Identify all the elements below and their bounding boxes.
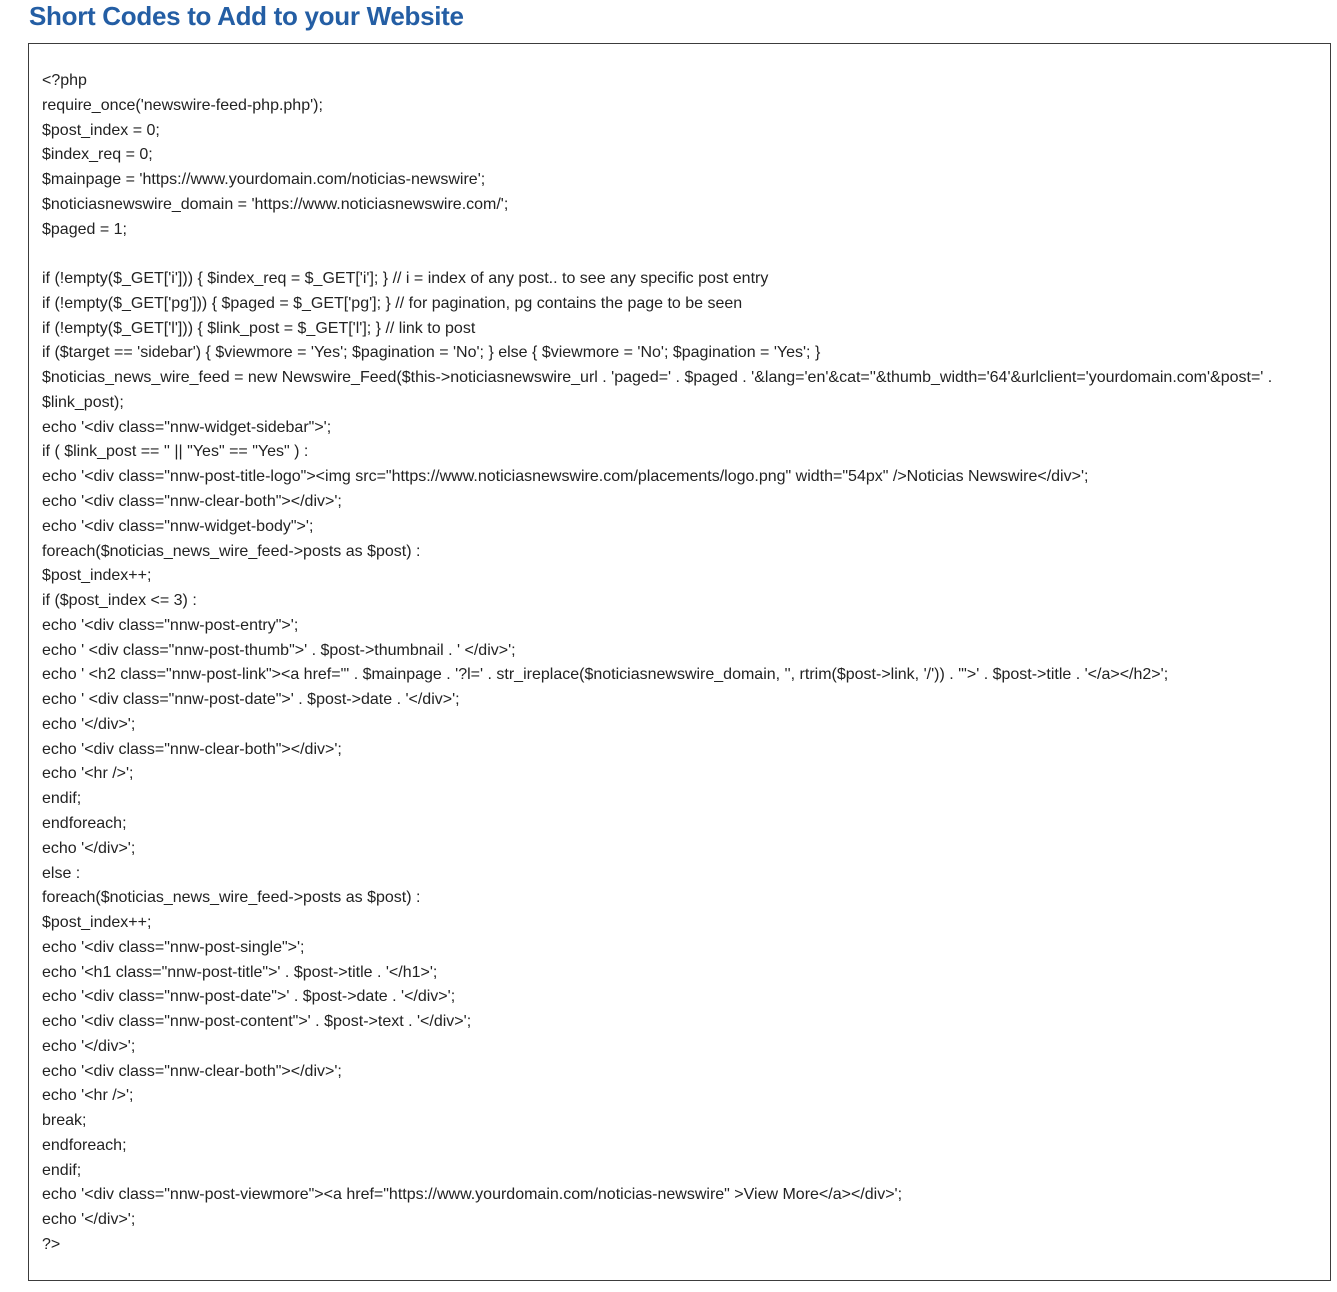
code-line: if ( $link_post == '' || "Yes" == "Yes" ) : — [42, 443, 309, 461]
code-line: echo '<div class="nnw-widget-body">'; — [42, 517, 314, 535]
page-title: Short Codes to Add to your Website — [29, 1, 464, 31]
code-line: echo ' <div class="nnw-post-date">' . $post->date . '</div>'; — [42, 691, 460, 709]
code-line: echo '<h1 class="nnw-post-title">' . $post->title . '</h1>'; — [42, 963, 438, 981]
code-line: $noticias_news_wire_feed = new Newswire_Feed($this->noticiasnewswire_url . 'paged=' . $paged . '&lang='en'&cat=''&thumb_width='64'&urlclient='yourdomain.com'&post=' . — [42, 369, 1273, 387]
code-line: $mainpage = 'https://www.yourdomain.com/noticias-newswire'; — [42, 171, 486, 189]
code-line: endforeach; — [42, 814, 127, 832]
code-line: break; — [42, 1112, 87, 1130]
code-line: echo '<div class="nnw-widget-sidebar">'; — [42, 418, 332, 436]
code-line: echo '</div>'; — [42, 1211, 136, 1229]
code-line: $post_index = 0; — [42, 121, 160, 139]
code-line: echo ' <div class="nnw-post-thumb">' . $post->thumbnail . ' </div>'; — [42, 641, 516, 659]
code-line: if (!empty($_GET['pg'])) { $paged = $_GET['pg']; } // for pagination, pg contains the page to be seen — [42, 294, 743, 312]
code-line: endif; — [42, 790, 82, 808]
code-line: foreach($noticias_news_wire_feed->posts as $post) : — [42, 542, 421, 560]
code-line: else : — [42, 864, 81, 882]
code-line: echo ' <h2 class="nnw-post-link"><a href="' . $mainpage . '?l=' . str_ireplace($noticiasnewswire_domain, '', rtrim($post->link, '/')) . '">' . $post->title . '</a></h2>'; — [42, 666, 1169, 684]
code-line: echo '<div class="nnw-clear-both"></div>'; — [42, 740, 342, 758]
code-line: require_once('newswire-feed-php.php'); — [42, 96, 323, 114]
code-line: foreach($noticias_news_wire_feed->posts as $post) : — [42, 889, 421, 907]
code-line: $index_req = 0; — [42, 146, 153, 164]
code-line: echo '<div class="nnw-clear-both"></div>'; — [42, 493, 342, 511]
code-line: echo '<div class="nnw-post-date">' . $post->date . '</div>'; — [42, 988, 456, 1006]
code-line: echo '<div class="nnw-post-viewmore"><a href="https://www.yourdomain.com/noticias-newswire" >View More</a></div>'; — [42, 1186, 903, 1204]
code-line: echo '<hr />'; — [42, 1087, 134, 1105]
code-line: echo '</div>'; — [42, 715, 136, 733]
code-line: $post_index++; — [42, 914, 152, 932]
code-line: echo '</div>'; — [42, 839, 136, 857]
code-line: echo '<div class="nnw-clear-both"></div>'; — [42, 1062, 342, 1080]
code-line: endif; — [42, 1161, 82, 1179]
code-lines — [42, 69, 1320, 1258]
code-line: $link_post); — [42, 393, 124, 411]
code-line: echo '<hr />'; — [42, 765, 134, 783]
code-line: if ($target == 'sidebar') { $viewmore = 'Yes'; $pagination = 'No'; } else { $viewmore = 'No'; $pagination = 'Yes'; } — [42, 344, 821, 362]
code-line: $paged = 1; — [42, 220, 127, 238]
code-line: echo '</div>'; — [42, 1037, 136, 1055]
code-line: echo '<div class="nnw-post-content">' . $post->text . '</div>'; — [42, 1013, 472, 1031]
code-line: if (!empty($_GET['i'])) { $index_req = $_GET['i']; } // i = index of any post.. to see any specific post entry — [42, 270, 769, 288]
code-line: echo '<div class="nnw-post-single">'; — [42, 938, 305, 956]
code-line: echo '<div class="nnw-post-entry">'; — [42, 616, 299, 634]
code-line: endforeach; — [42, 1136, 127, 1154]
code-line: <?php — [42, 72, 87, 89]
code-line: $post_index++; — [42, 567, 152, 585]
code-line: echo '<div class="nnw-post-title-logo"><img src="https://www.noticiasnewswire.com/placements/logo.png" width="54px" />Noticias Newswire</div>'; — [42, 468, 1089, 486]
code-line: if (!empty($_GET['l'])) { $link_post = $_GET['l']; } // link to post — [42, 319, 476, 337]
code-block[interactable] — [28, 43, 1331, 1281]
code-line: ?> — [42, 1235, 61, 1253]
code-line — [42, 242, 1320, 267]
code-line: $noticiasnewswire_domain = 'https://www.noticiasnewswire.com/'; — [42, 195, 509, 213]
code-line: if ($post_index <= 3) : — [42, 592, 197, 610]
